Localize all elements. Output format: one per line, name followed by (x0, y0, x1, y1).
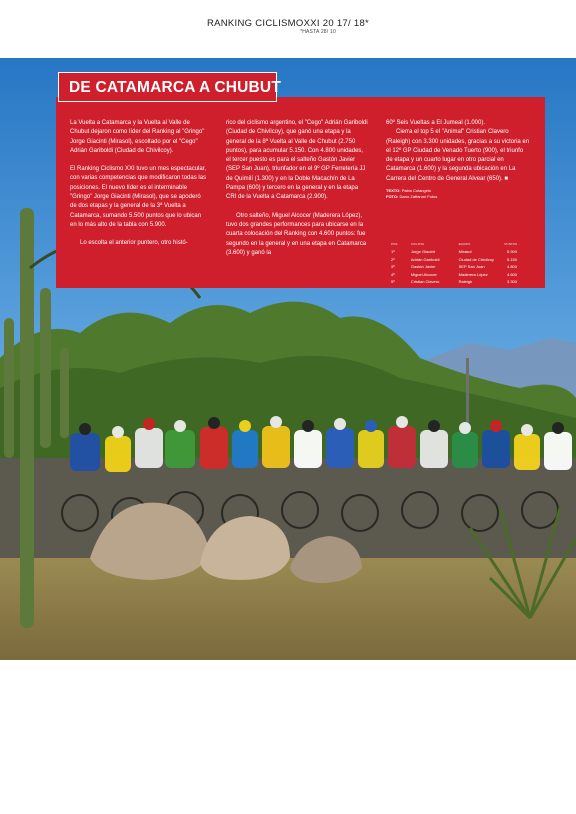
article-paragraph: rico del ciclismo argentino, el "Cego" Adrián Gariboldi (Ciudad de Chivilcoy), que ganó una etapa y la general de la 8ª Vuelta al Valle de Chubut (2.750 puntos), para acumular 5.150. Con 4.800 unidades, el tercer puesto es para el salteño Gastón Javier (SEP San Juan), triunfador en el 9º GP Ferretería JJ de Quimilí (1.300) y en la Doble Macachín de La Pampa (600) y tercero en la general y en la etapa CRI de la Vuelta a Catamarca (2.900). (226, 120, 368, 201)
article-title-box (58, 72, 281, 102)
credit-photo-label: FOTO: (386, 193, 399, 199)
ranking-rider: Gastón Javier (410, 264, 436, 270)
article-column-2 (226, 119, 369, 267)
ranking-row (390, 256, 518, 263)
ranking-pos: 1º (391, 249, 395, 255)
ranking-row (390, 248, 518, 255)
ranking-team: Raleigh (458, 279, 473, 285)
ranking-team: Maderera López (458, 271, 488, 277)
credit-photo-value: Darío Zaffaroni Fotos (399, 193, 438, 199)
ranking-pos: 5º (391, 279, 395, 285)
ranking-pos: 2º (391, 256, 395, 262)
ranking-rider: Adrián Gariboldi (410, 256, 440, 262)
article-column-3 (386, 119, 531, 199)
header-subtitle: *HASTA 28/ 10 (300, 29, 336, 35)
ranking-header-points: PUNTOS (504, 242, 517, 246)
end-mark: ■ (504, 175, 509, 182)
ranking-rider: Jorge Giacinti (410, 249, 436, 255)
ranking-rider: Miguel Alcocer (410, 271, 437, 277)
ranking-row (390, 271, 518, 278)
article-paragraph: La Vuelta a Catamarca y la Vuelta al Valle de Chubut dejaron como líder del Ranking al "Gringo" Jorge Giacinti (Mirasol), escoltado por el "Cego" Adrián Gariboldi (Ciudad de Chivilcoy). (70, 120, 205, 154)
ranking-header-rider: CICLISTA (410, 242, 425, 246)
ranking-table (390, 241, 518, 285)
credits (386, 188, 531, 199)
ranking-team: Ciudad de Chivilcoy (458, 256, 494, 262)
article-paragraph: El Ranking Ciclismo XXI tuvo un mes espectacular, con varias competencias que modificaron todas las posiciones. El nuevo líder es el interminable "Gringo" Jorge Giacinti (Mirasol), que se apoderó de dos etapas y la general de la 3ª Vuelta a Catamarca, sumando 5.500 puntos que lo ubican en lo más alto de la tabla con 5.900. (70, 166, 207, 228)
ranking-header-pos: POS. (391, 242, 399, 246)
ranking-team: Mirasol (458, 249, 472, 255)
ranking-pos: 3º (391, 264, 395, 270)
ranking-points: 5.900 (506, 249, 517, 255)
ranking-team: SEP San Juan (458, 264, 485, 270)
article-paragraph: Otro salteño, Miguel Alcocer (Maderera López), tuvo dos grandes performances para ubicarse en la cuarta colocación del Ranking con 4.600 puntos: fue segundo en la general y en una etapa en Catamarca (3.600) y ganó la (226, 212, 367, 256)
ranking-points: 5.150 (506, 256, 517, 262)
ranking-points: 4.600 (506, 271, 517, 277)
ranking-pos: 4º (391, 271, 395, 277)
article-title: DE CATAMARCA A CHUBUT (69, 79, 281, 96)
ranking-row (390, 263, 518, 270)
page-header (0, 18, 576, 35)
header-title: RANKING CICLISMOXXI 20 17/ 18* (206, 18, 370, 29)
article-paragraph-text: Cierra el top 5 el "Animal" Cristian Clavero (Raleigh) con 3.300 unidades, gracias a su victoria en el 12º GP Ciudad de Venado Tuerto (900), el triunfo de etapa y un cuarto lugar en otro parcial en Catamarca (1.600) y la segunda ubicación en La Carrera del Centro de General Alvear (650). (386, 129, 530, 182)
credit-text-value: Pablo Colangelo (401, 188, 432, 194)
ranking-rider: Cristian Clavero (410, 279, 440, 285)
ranking-header-team: EQUIPO (458, 242, 471, 246)
ranking-points: 4.800 (506, 264, 517, 270)
article-paragraph: 60º Seis Vueltas a El Jumeal (1.000). (386, 120, 486, 126)
article-paragraph: Lo escolta el anterior puntero, otro histó- (80, 240, 188, 247)
ranking-header-row (390, 241, 518, 248)
article-paragraph (386, 128, 531, 184)
article-column-1 (70, 119, 208, 258)
credit-text-label: TEXTO: (386, 188, 401, 194)
ranking-row (390, 278, 518, 285)
ranking-points: 3.300 (506, 279, 517, 285)
